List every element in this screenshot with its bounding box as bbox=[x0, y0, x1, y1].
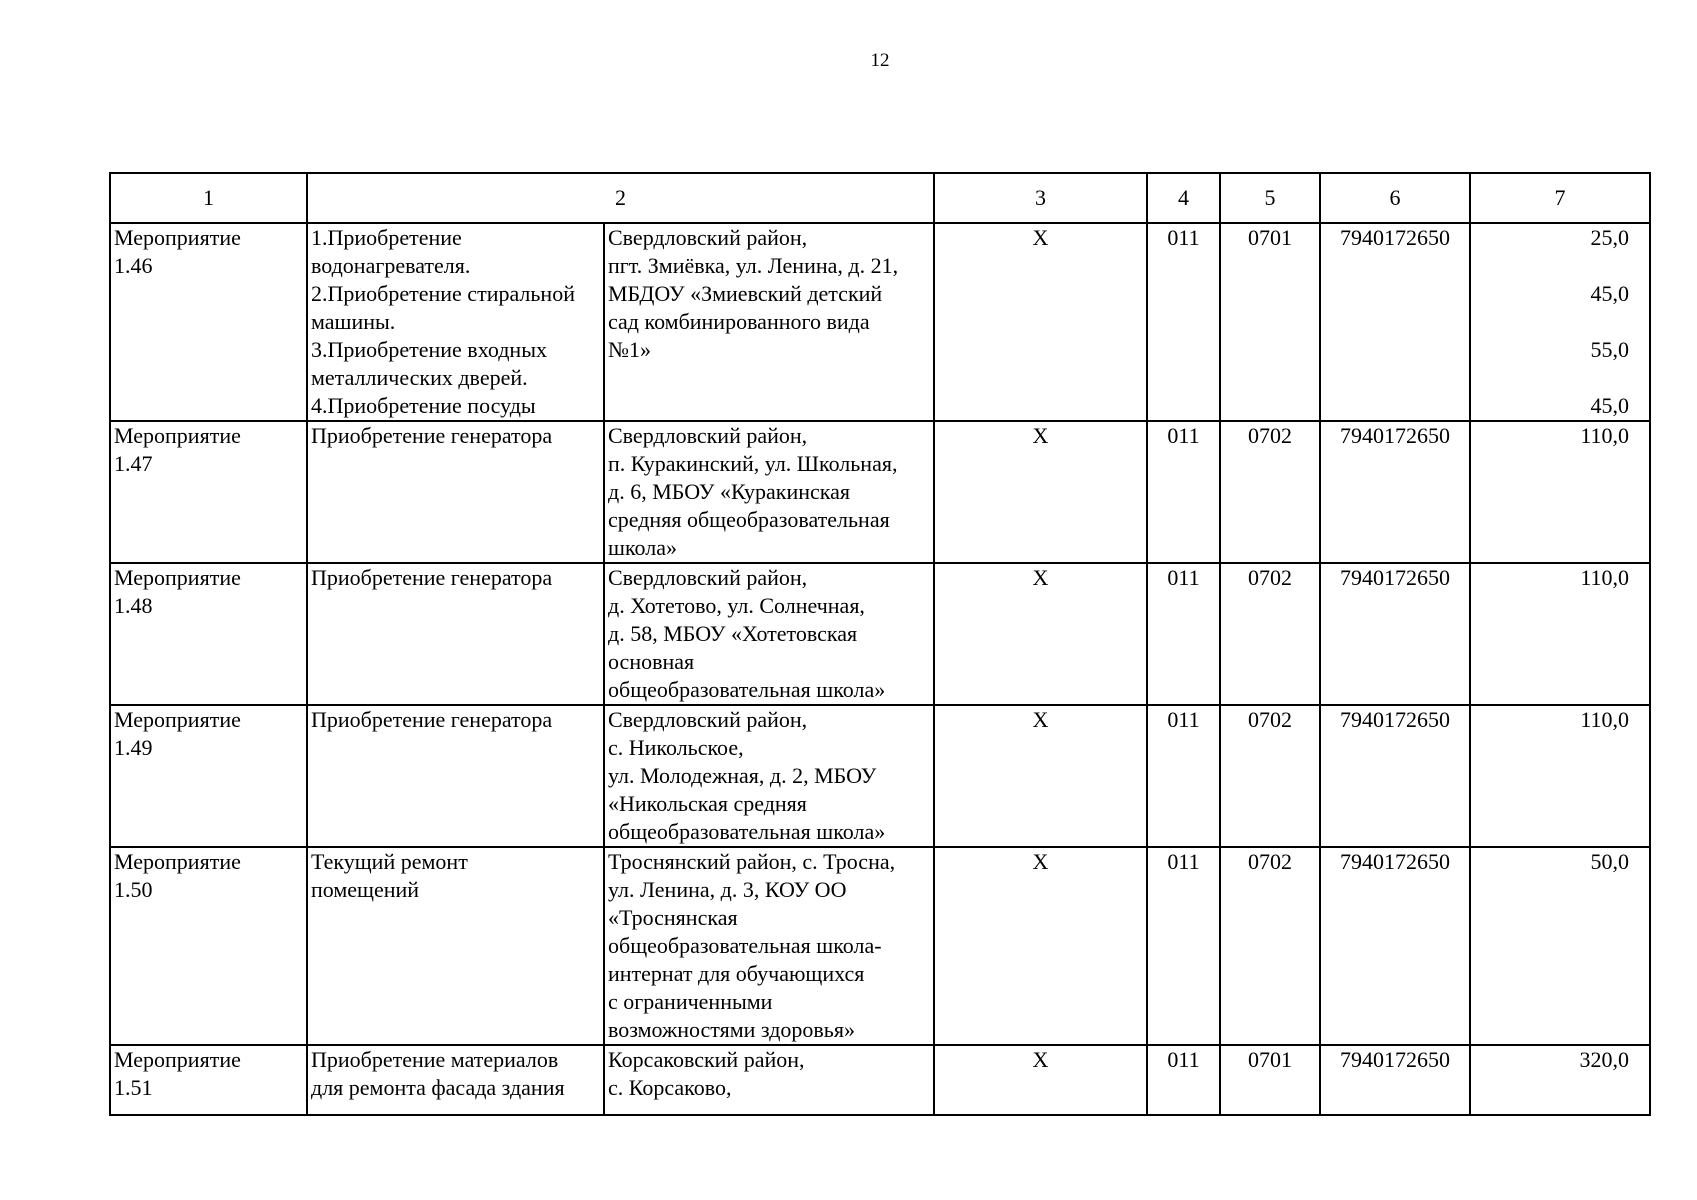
address-cell-line: средняя общеобразовательная bbox=[608, 507, 890, 532]
description-cell-line: помещений bbox=[311, 877, 420, 902]
measure-id-cell-line: Мероприятие bbox=[114, 849, 241, 874]
amount-cell-line: 45,0 bbox=[1590, 281, 1629, 306]
address-cell-line: д. Хотетово, ул. Солнечная, bbox=[608, 593, 865, 618]
description-cell-line: 2.Приобретение стиральной bbox=[311, 281, 575, 306]
address-cell-line: ул. Ленина, д. 3, КОУ ОО bbox=[608, 877, 847, 902]
address-cell bbox=[604, 1045, 934, 1115]
description-cell-line: Приобретение генератора bbox=[311, 565, 553, 590]
amount-cell bbox=[1470, 705, 1650, 847]
amount-cell-line bbox=[1474, 252, 1629, 280]
col4-cell: 011 bbox=[1147, 1045, 1220, 1115]
amount-cell-line: 25,0 bbox=[1590, 225, 1629, 250]
header-cell-7: 7 bbox=[1470, 173, 1650, 223]
address-cell-line: «Никольская средняя bbox=[608, 791, 807, 816]
measure-id-cell-line: 1.50 bbox=[114, 877, 153, 902]
description-cell bbox=[307, 1045, 604, 1115]
amount-cell bbox=[1470, 421, 1650, 563]
address-cell-line: школа» bbox=[608, 535, 677, 560]
measure-id-cell bbox=[110, 1045, 307, 1115]
description-cell bbox=[307, 421, 604, 563]
header-cell-4: 4 bbox=[1147, 173, 1220, 223]
address-cell bbox=[604, 421, 934, 563]
address-cell-line: «Троснянская bbox=[608, 905, 738, 930]
address-cell-line: №1» bbox=[608, 337, 651, 362]
description-cell bbox=[307, 705, 604, 847]
address-cell-line: МБДОУ «Змиевский детский bbox=[608, 281, 883, 306]
col6-cell: 7940172650 bbox=[1320, 563, 1470, 705]
header-cell-1: 1 bbox=[110, 173, 307, 223]
measure-id-cell bbox=[110, 705, 307, 847]
address-cell-line: интернат для обучающихся bbox=[608, 961, 865, 986]
description-cell-line: 3.Приобретение входных bbox=[311, 337, 547, 362]
address-cell-line: Свердловский район, bbox=[608, 423, 808, 448]
col3-cell: Х bbox=[934, 563, 1147, 705]
description-cell bbox=[307, 563, 604, 705]
address-cell-line: общеобразовательная школа» bbox=[608, 819, 886, 844]
address-cell-line: п. Куракинский, ул. Школьная, bbox=[608, 451, 898, 476]
description-cell bbox=[307, 847, 604, 1045]
address-cell-line: общеобразовательная школа» bbox=[608, 677, 886, 702]
col6-cell: 7940172650 bbox=[1320, 223, 1470, 421]
address-cell bbox=[604, 705, 934, 847]
address-cell-line: с. Никольское, bbox=[608, 735, 744, 760]
amount-cell bbox=[1470, 1045, 1650, 1115]
measure-id-cell-line: Мероприятие bbox=[114, 565, 241, 590]
address-cell-line: возможностями здоровья» bbox=[608, 1017, 855, 1042]
col6-cell: 7940172650 bbox=[1320, 847, 1470, 1045]
measure-id-cell-line: 1.46 bbox=[114, 253, 153, 278]
description-cell-line: Текущий ремонт bbox=[311, 849, 468, 874]
measure-id-cell-line: 1.47 bbox=[114, 451, 153, 476]
amount-cell-line: 110,0 bbox=[1580, 707, 1629, 732]
measure-id-cell-line: Мероприятие bbox=[114, 423, 241, 448]
address-cell-line: Свердловский район, bbox=[608, 565, 808, 590]
amount-cell-line: 50,0 bbox=[1590, 849, 1629, 874]
measure-id-cell-line: Мероприятие bbox=[114, 225, 241, 250]
address-cell-line: д. 6, МБОУ «Куракинская bbox=[608, 479, 850, 504]
description-cell-line: водонагревателя. bbox=[311, 253, 471, 278]
amount-cell-line: 110,0 bbox=[1580, 423, 1629, 448]
col6-cell: 7940172650 bbox=[1320, 1045, 1470, 1115]
col3-cell: Х bbox=[934, 223, 1147, 421]
measure-id-cell bbox=[110, 223, 307, 421]
address-cell-line: с. Корсаково, bbox=[608, 1075, 732, 1100]
header-cell-6: 6 bbox=[1320, 173, 1470, 223]
col5-cell: 0701 bbox=[1220, 1045, 1320, 1115]
amount-cell-line: 55,0 bbox=[1590, 337, 1629, 362]
col3-cell: Х bbox=[934, 705, 1147, 847]
col4-cell: 011 bbox=[1147, 563, 1220, 705]
amount-cell-line: 110,0 bbox=[1580, 565, 1629, 590]
measure-id-cell-line: Мероприятие bbox=[114, 707, 241, 732]
col4-cell: 011 bbox=[1147, 705, 1220, 847]
header-cell-5: 5 bbox=[1220, 173, 1320, 223]
col5-cell: 0702 bbox=[1220, 421, 1320, 563]
measure-id-cell-line: Мероприятие bbox=[114, 1047, 241, 1072]
amount-cell-line bbox=[1474, 364, 1629, 392]
description-cell-line: металлических дверей. bbox=[311, 365, 528, 390]
col4-cell: 011 bbox=[1147, 223, 1220, 421]
description-cell-line: Приобретение материалов bbox=[311, 1047, 559, 1072]
header-cell-2: 2 bbox=[307, 173, 934, 223]
measure-id-cell-line: 1.51 bbox=[114, 1075, 153, 1100]
address-cell-line: д. 58, МБОУ «Хотетовская bbox=[608, 621, 858, 646]
address-cell bbox=[604, 563, 934, 705]
address-cell bbox=[604, 847, 934, 1045]
address-cell-line: Свердловский район, bbox=[608, 225, 808, 250]
amount-cell bbox=[1470, 847, 1650, 1045]
description-cell bbox=[307, 223, 604, 421]
address-cell-line: основная bbox=[608, 649, 695, 674]
address-cell-line: ул. Молодежная, д. 2, МБОУ bbox=[608, 763, 877, 788]
table-row bbox=[110, 705, 1650, 847]
col6-cell: 7940172650 bbox=[1320, 705, 1470, 847]
table-row bbox=[110, 1045, 1650, 1115]
amount-cell bbox=[1470, 563, 1650, 705]
col6-cell: 7940172650 bbox=[1320, 421, 1470, 563]
table-row bbox=[110, 421, 1650, 563]
amount-cell-line: 45,0 bbox=[1590, 393, 1629, 418]
measure-id-cell bbox=[110, 421, 307, 563]
address-cell-line: с ограниченными bbox=[608, 989, 773, 1014]
budget-table bbox=[109, 172, 1651, 1116]
address-cell-line: Свердловский район, bbox=[608, 707, 808, 732]
header-cell-3: 3 bbox=[934, 173, 1147, 223]
col5-cell: 0702 bbox=[1220, 705, 1320, 847]
address-cell bbox=[604, 223, 934, 421]
description-cell-line: машины. bbox=[311, 309, 396, 334]
amount-cell bbox=[1470, 223, 1650, 421]
description-cell-line: Приобретение генератора bbox=[311, 423, 553, 448]
table-row bbox=[110, 223, 1650, 421]
table-row bbox=[110, 847, 1650, 1045]
page-number: 12 bbox=[870, 50, 890, 71]
amount-cell-line bbox=[1474, 308, 1629, 336]
col5-cell: 0702 bbox=[1220, 563, 1320, 705]
description-cell-line: 4.Приобретение посуды bbox=[311, 393, 536, 418]
address-cell-line: Корсаковский район, bbox=[608, 1047, 805, 1072]
col5-cell: 0701 bbox=[1220, 223, 1320, 421]
amount-cell-line: 320,0 bbox=[1579, 1047, 1629, 1072]
col3-cell: Х bbox=[934, 847, 1147, 1045]
measure-id-cell bbox=[110, 563, 307, 705]
measure-id-cell-line: 1.49 bbox=[114, 735, 153, 760]
address-cell-line: Троснянский район, с. Тросна, bbox=[608, 849, 896, 874]
header-row bbox=[110, 173, 1650, 223]
description-cell-line: 1.Приобретение bbox=[311, 225, 462, 250]
address-cell-line: пгт. Змиёвка, ул. Ленина, д. 21, bbox=[608, 253, 899, 278]
col4-cell: 011 bbox=[1147, 421, 1220, 563]
description-cell-line: для ремонта фасада здания bbox=[311, 1075, 565, 1100]
col5-cell: 0702 bbox=[1220, 847, 1320, 1045]
address-cell-line: общеобразовательная школа- bbox=[608, 933, 882, 958]
table-row bbox=[110, 563, 1650, 705]
measure-id-cell-line: 1.48 bbox=[114, 593, 153, 618]
measure-id-cell bbox=[110, 847, 307, 1045]
description-cell-line: Приобретение генератора bbox=[311, 707, 553, 732]
col3-cell: Х bbox=[934, 1045, 1147, 1115]
col3-cell: Х bbox=[934, 421, 1147, 563]
col4-cell: 011 bbox=[1147, 847, 1220, 1045]
address-cell-line: сад комбинированного вида bbox=[608, 309, 870, 334]
